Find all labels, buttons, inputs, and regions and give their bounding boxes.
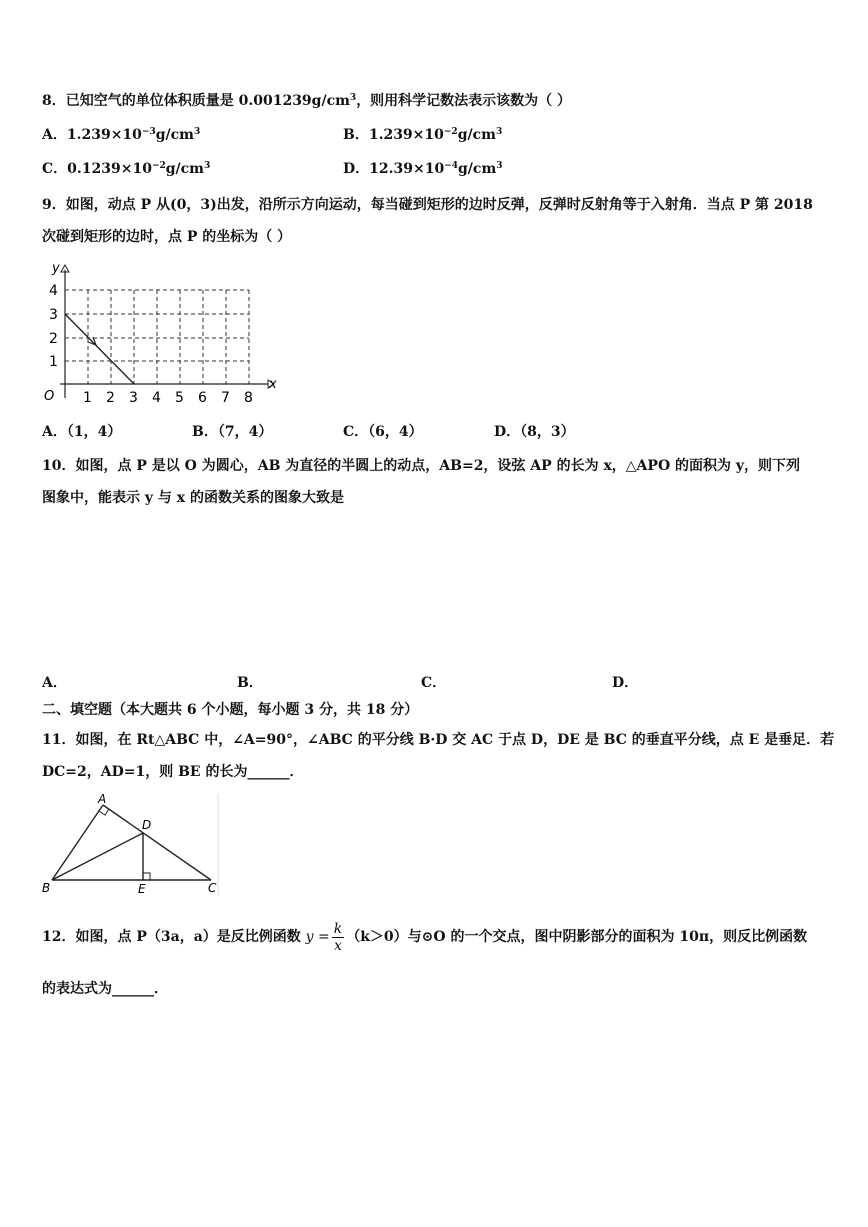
- q8-option-d: [343, 160, 503, 178]
- q8-option-a-label: A．1.239×10: [42, 127, 142, 143]
- q8-option-c-unit: g/cm: [165, 161, 204, 177]
- q9-y-tick-label: 1: [49, 354, 58, 370]
- q9-y-axis-label: y: [52, 261, 60, 276]
- q8-option-b-exp: −2: [443, 127, 458, 137]
- q9-option-d: D．（8，3）: [494, 424, 575, 440]
- q9-origin-label: O: [44, 389, 55, 404]
- q11-segment-bd: [52, 833, 143, 880]
- q9-x-tick-label: 2: [106, 390, 115, 406]
- q11-label-b: B: [42, 881, 51, 895]
- q8-option-a-unit: g/cm: [155, 127, 194, 143]
- q9-x-tick-label: 6: [198, 390, 207, 406]
- q10-option-a: A．: [42, 675, 67, 691]
- section-heading: 二、填空题（本大题共 6 个小题，每小题 3 分，共 18 分）: [42, 702, 419, 718]
- q9-x-tick-label: 4: [152, 390, 161, 406]
- q8-option-c: [42, 160, 210, 178]
- q8-option-b-label: B．1.239×10: [343, 127, 444, 143]
- q9-option-c: C．（6，4）: [343, 424, 423, 440]
- q9-path-segment: [65, 314, 134, 384]
- q9-y-tick-label: 2: [49, 331, 58, 347]
- q8-option-b: [343, 126, 502, 144]
- q8-option-d-exp: −4: [444, 161, 459, 171]
- q11-stem-line2: DC=2，AD=1，则 BE 的长为______．: [42, 764, 304, 780]
- q9-x-tick-label: 1: [83, 390, 92, 406]
- q8-stem-tail: ，则用科学记数法表示该数为（ ）: [356, 93, 572, 109]
- q9-y-tick-label: 4: [49, 283, 58, 299]
- q10-option-d: D．: [612, 675, 639, 691]
- q8-option-a-exp: −3: [141, 127, 156, 137]
- q9-stem-line1: 9．如图，动点 P 从(0，3)出发，沿所示方向运动，每当碰到矩形的边时反弹，反弹时反射角等于入射角．当点 P 第 2018: [42, 197, 813, 213]
- q11-side-ac: [103, 805, 211, 880]
- q12-fraction: [332, 921, 344, 954]
- q9-grid-lines: [65, 290, 249, 384]
- q8-option-c-unit-sup: 3: [204, 161, 211, 171]
- q9-x-tick-label: 8: [244, 390, 253, 406]
- q8-stem-sup: 3: [349, 93, 357, 103]
- q10-stem-line1: 10．如图，点 P 是以 O 为圆心，AB 为直径的半圆上的动点，AB=2，设弦 AP 的长为 x，△APO 的面积为 y，则下列: [42, 458, 801, 474]
- q9-x-tick-label: 7: [221, 390, 230, 406]
- q9-x-axis-label: x: [269, 377, 277, 392]
- q8-option-d-label: D．12.39×10: [343, 161, 445, 177]
- q11-right-angle-e-icon: [143, 873, 150, 880]
- q11-label-e: E: [138, 882, 146, 896]
- q10-option-c: C．: [421, 675, 447, 691]
- q11-side-ab: [52, 805, 103, 880]
- q11-label-d: D: [142, 818, 152, 832]
- q8-option-c-exp: −2: [151, 161, 166, 171]
- q12-fraction-numerator: k: [333, 920, 343, 937]
- q12-stem-tail: （k＞0）与⊙O 的一个交点，图中阴影部分的面积为 10π，则反比例函数: [346, 929, 808, 945]
- q8-option-b-unit: g/cm: [457, 127, 496, 143]
- q11-triangle-figure: [38, 792, 223, 898]
- q9-grid-figure: [40, 258, 285, 408]
- q9-option-a: A．（1，4）: [42, 424, 122, 440]
- q8-option-a-unit-sup: 3: [193, 127, 201, 137]
- q10-stem-line2: 图象中，能表示 y 与 x 的函数关系的图象大致是: [42, 490, 344, 506]
- q12-function-lhs: y =: [305, 929, 330, 945]
- q12-fraction-denominator: x: [334, 937, 342, 954]
- q8-stem: [42, 92, 571, 110]
- q9-y-tick-label: 3: [49, 307, 58, 323]
- q10-option-b: B．: [237, 675, 263, 691]
- q8-option-d-unit: g/cm: [458, 161, 497, 177]
- q9-x-tick-label: 3: [129, 390, 138, 406]
- q12-stem-line2: 的表达式为______．: [42, 981, 168, 997]
- q12-stem-text: 12．如图，点 P（3a，a）是反比例函数: [42, 929, 301, 945]
- q11-label-a: A: [98, 792, 107, 806]
- q8-stem-text: 8．已知空气的单位体积质量是 0.001239g/cm: [42, 93, 350, 109]
- q12-stem-line1: [42, 920, 807, 954]
- q11-stem-line1: 11．如图，在 Rt△ABC 中，∠A=90°，∠ABC 的平分线 B·D 交 AC 于点 D，DE 是 BC 的垂直平分线，点 E 是垂足．若: [42, 732, 835, 748]
- q8-option-d-unit-sup: 3: [496, 161, 503, 171]
- q8-option-c-label: C．0.1239×10: [42, 161, 152, 177]
- q9-stem-line2: 次碰到矩形的边时，点 P 的坐标为（ ）: [42, 229, 292, 245]
- q8-option-a: [42, 126, 200, 144]
- q9-option-b: B．（7，4）: [192, 424, 273, 440]
- q8-option-b-unit-sup: 3: [495, 127, 503, 137]
- q11-label-c: C: [208, 881, 217, 895]
- q9-x-tick-label: 5: [175, 390, 184, 406]
